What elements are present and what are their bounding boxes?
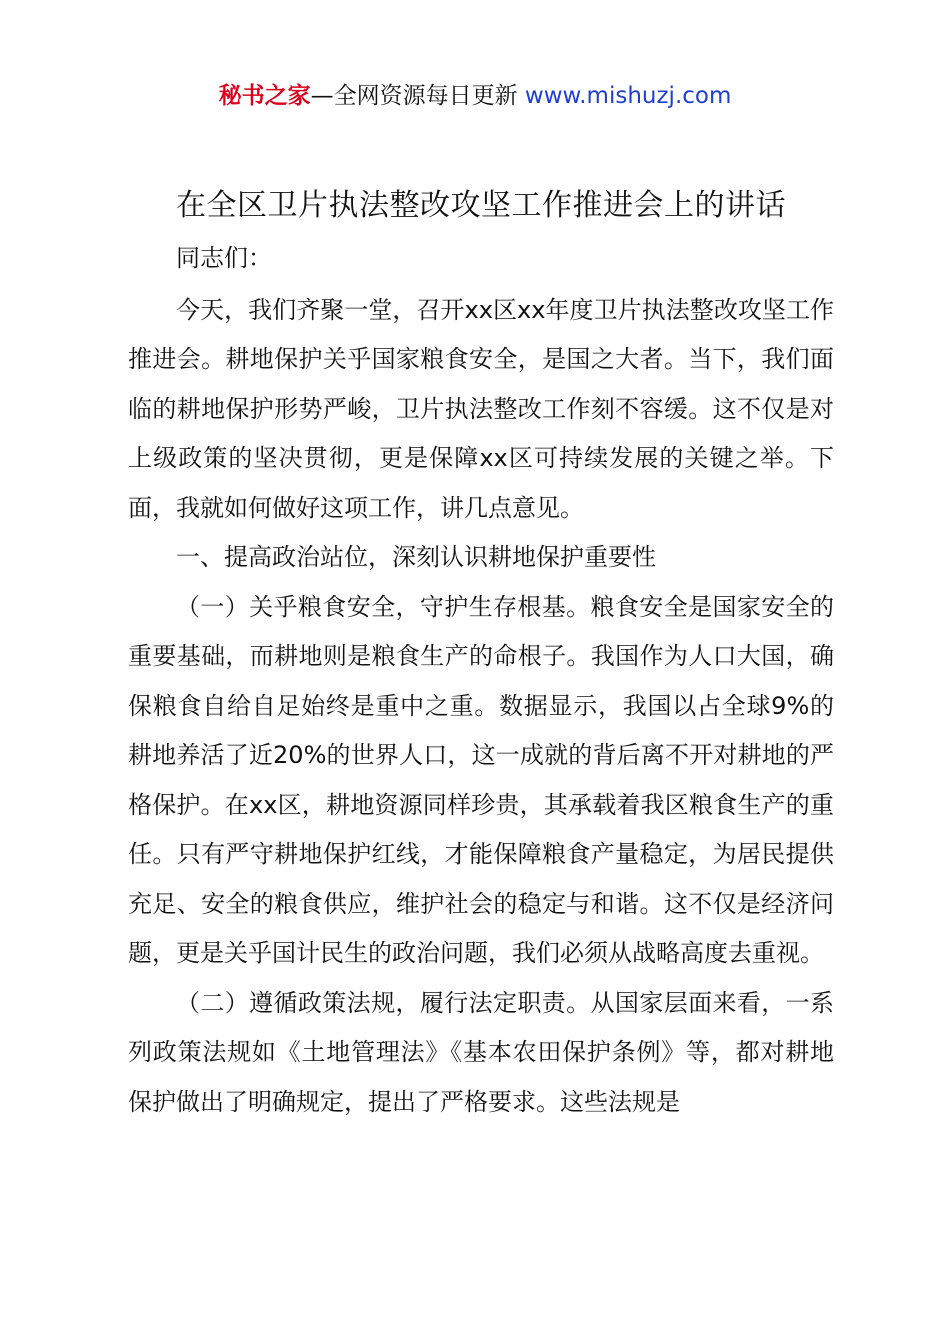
paragraph-food-security: （一）关乎粮食安全，守护生存根基。粮食安全是国家安全的重要基础，而耕地则是粮食生产的命根子。我国作为人口大国，确保粮食自给自足始终是重中之重。数据显示，我国以占全球9%的耕地养活了近20%的世界人口，这一成就的背后离不开对耕地的严格保护。在xx区，耕地资源同样珍贵，其承载着我区粮食生产的重任。只有严守耕地保护红线，才能保障粮食产量稳定，为居民提供充足、安全的粮食供应，维护社会的稳定与和谐。这不仅是经济问题，更是关乎国计民生的政治问题，我们必须从战略高度去重视。	[128, 592, 834, 967]
banner-slogan: —全网资源每日更新	[310, 83, 518, 109]
site-url[interactable]: www.mishuzj.com	[524, 83, 732, 109]
salutation: 同志们：	[176, 244, 272, 272]
paragraph-intro: 今天，我们齐聚一堂，召开xx区xx年度卫片执法整改攻坚工作推进会。耕地保护关乎国家粮食安全，是国之大者。当下，我们面临的耕地保护形势严峻，卫片执法整改工作刻不容缓。这不仅是对上级政策的坚决贯彻，更是保障xx区可持续发展的关键之举。下面，我就如何做好这项工作，讲几点意见。	[128, 295, 834, 522]
document-body	[128, 184, 834, 1127]
site-banner	[0, 80, 950, 112]
section-heading-1: 一、提高政治站位，深刻认识耕地保护重要性	[176, 543, 656, 571]
document-title: 在全区卫片执法整改攻坚工作推进会上的讲话	[176, 188, 786, 223]
brand-name: 秘书之家	[218, 83, 311, 109]
paragraph-policy-law: （二）遵循政策法规，履行法定职责。从国家层面来看，一系列政策法规如《土地管理法》《基本农田保护条例》等，都对耕地保护做出了明确规定，提出了严格要求。这些法规是	[128, 988, 834, 1116]
